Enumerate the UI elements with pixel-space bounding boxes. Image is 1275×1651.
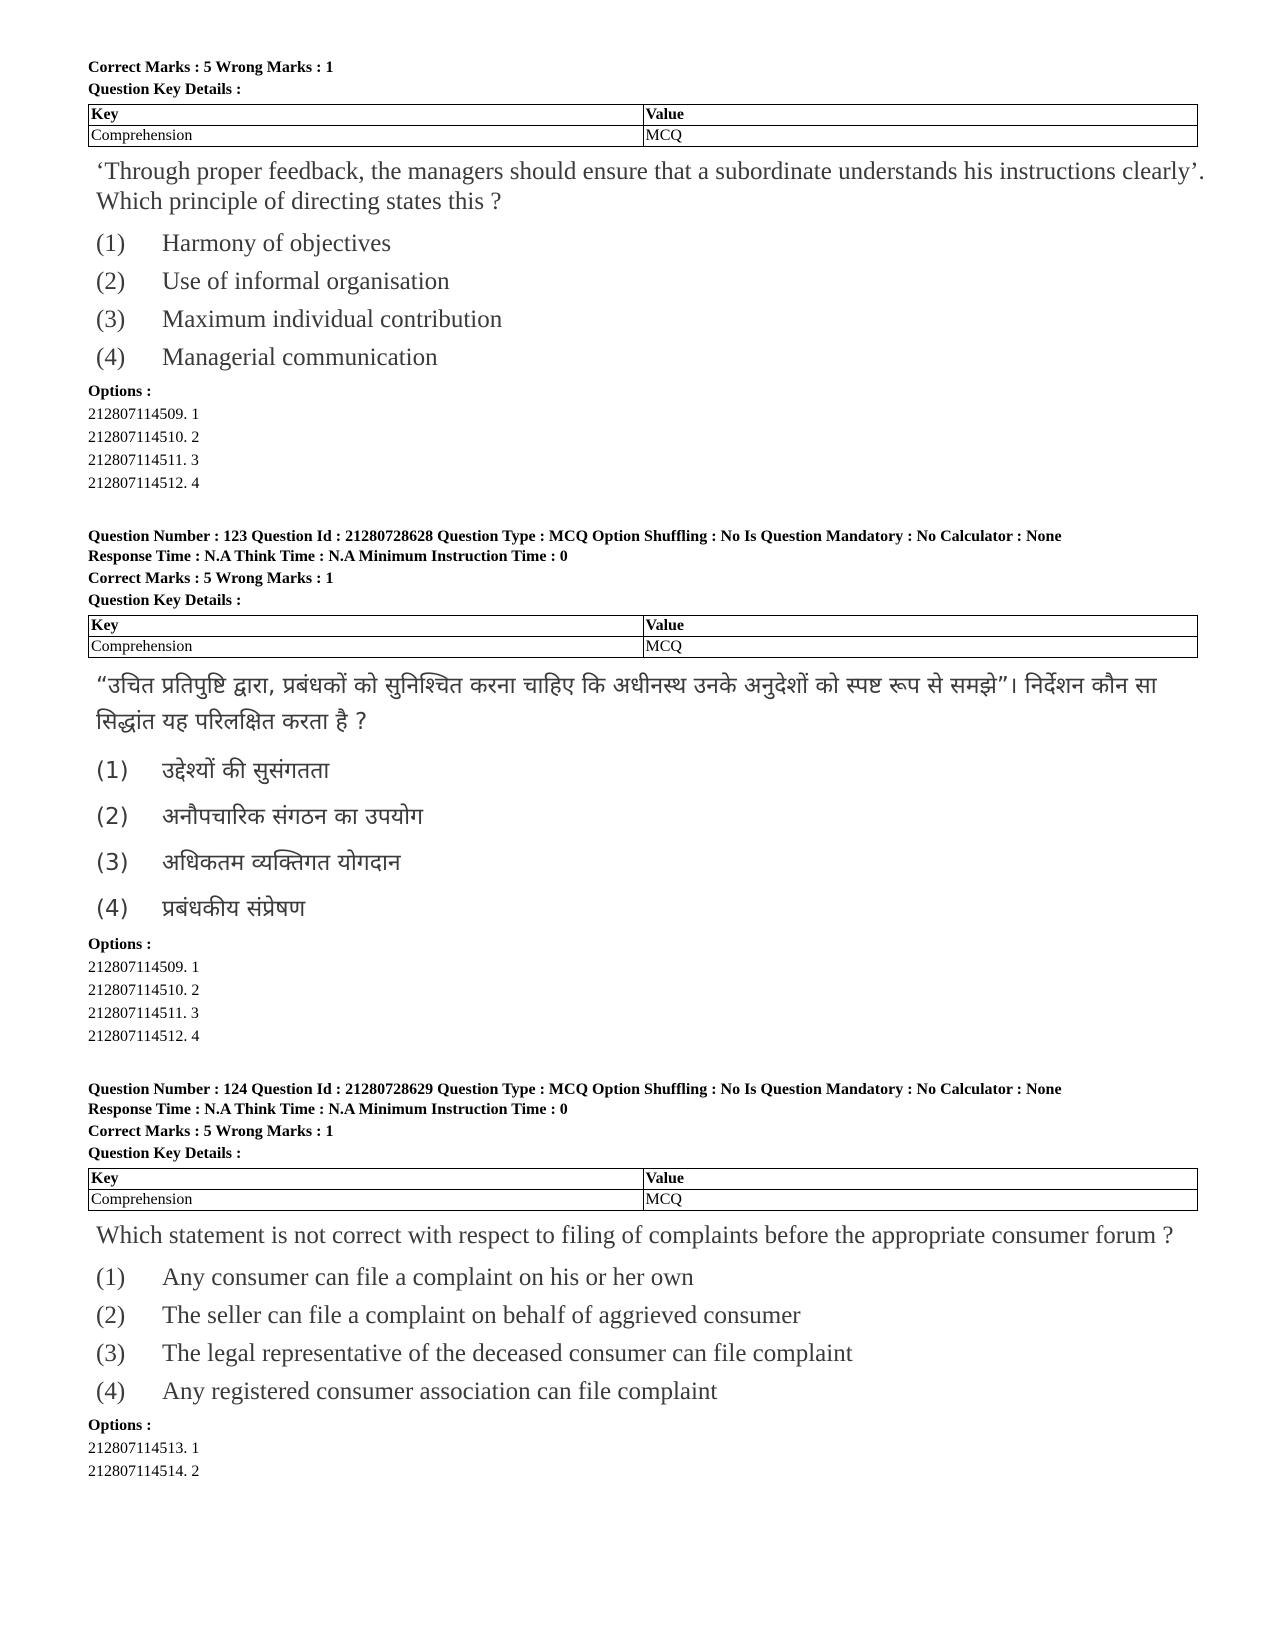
options-label: Options :	[88, 1417, 152, 1434]
table-row	[89, 126, 1198, 147]
choice-text: The legal representative of the deceased consumer can file complaint	[162, 1340, 853, 1367]
table-header-value: Value	[643, 105, 1198, 126]
question-header-line-1: Question Number : 124 Question Id : 21280728629 Question Type : MCQ Option Shuffling : No Is Question Mandatory : No Calculator : None	[88, 1081, 1062, 1098]
choice-number: (3)	[96, 1340, 126, 1367]
option-id: 212807114509. 1	[88, 959, 200, 976]
question-image	[96, 157, 1206, 377]
option-id: 212807114511. 3	[88, 452, 199, 469]
choice-text: Maximum individual contribution	[162, 306, 503, 333]
choice-number: (4)	[96, 1378, 126, 1405]
key-value-table	[88, 615, 1198, 658]
choice-number: (3)	[96, 306, 126, 333]
table-header-row	[89, 1169, 1198, 1190]
table-cell-value: MCQ	[643, 126, 1198, 147]
table-row	[89, 1190, 1198, 1211]
choice-number: (2)	[96, 804, 129, 830]
key-value-table	[88, 104, 1198, 147]
choice	[96, 1297, 1206, 1335]
choice-text: Use of informal organisation	[162, 268, 450, 295]
choice-number: (2)	[96, 1302, 126, 1329]
choice	[96, 1259, 1206, 1297]
table-row	[89, 637, 1198, 658]
table-cell-key: Comprehension	[89, 1190, 644, 1211]
choice-number: (1)	[96, 230, 126, 257]
question-text: “उचित प्रतिपुष्टि द्वारा, प्रबंधकों को सुनिश्चित करना चाहिए कि अधीनस्थ उनके अनुदेशों को स्पष्ट रूप से समझे”। निर्देशन कौन सा सिद्धांत यह परिलक्षित करता है ?	[96, 673, 1157, 735]
table-cell-key: Comprehension	[89, 126, 644, 147]
table-header-key: Key	[89, 105, 644, 126]
table-header-key: Key	[89, 616, 644, 637]
option-id: 212807114512. 4	[88, 1028, 200, 1045]
choice-text: उद्देश्यों की सुसंगतता	[162, 758, 330, 784]
marks-line: Correct Marks : 5 Wrong Marks : 1	[88, 59, 334, 76]
option-id: 212807114512. 4	[88, 475, 200, 492]
choice-number: (2)	[96, 268, 126, 295]
key-value-table	[88, 1168, 1198, 1211]
choice	[96, 886, 1206, 932]
question-header-line-1: Question Number : 123 Question Id : 21280728628 Question Type : MCQ Option Shuffling : No Is Question Mandatory : No Calculator : None	[88, 528, 1062, 545]
choice-text: Any consumer can file a complaint on his or her own	[162, 1264, 694, 1291]
table-cell-value: MCQ	[643, 637, 1198, 658]
options-label: Options :	[88, 936, 152, 953]
option-id: 212807114509. 1	[88, 406, 200, 423]
table-header-value: Value	[643, 1169, 1198, 1190]
key-details-label: Question Key Details :	[88, 1145, 242, 1162]
marks-line: Correct Marks : 5 Wrong Marks : 1	[88, 1123, 334, 1140]
choice	[96, 339, 1206, 377]
choice	[96, 225, 1206, 263]
choice-text: Managerial communication	[162, 344, 438, 371]
key-details-label: Question Key Details :	[88, 592, 242, 609]
option-id: 212807114513. 1	[88, 1440, 200, 1457]
table-cell-value: MCQ	[643, 1190, 1198, 1211]
choice-text: अधिकतम व्यक्तिगत योगदान	[162, 850, 401, 876]
table-cell-key: Comprehension	[89, 637, 644, 658]
options-label: Options :	[88, 383, 152, 400]
choice-number: (1)	[96, 758, 129, 784]
choice	[96, 840, 1206, 886]
key-details-label: Question Key Details :	[88, 81, 242, 98]
option-id: 212807114510. 2	[88, 429, 200, 446]
choice-text: The seller can file a complaint on behalf of aggrieved consumer	[162, 1302, 801, 1329]
choice	[96, 794, 1206, 840]
choice-text: Harmony of objectives	[162, 230, 392, 257]
question-header-line-2: Response Time : N.A Think Time : N.A Minimum Instruction Time : 0	[88, 548, 568, 565]
choice-text: प्रबंधकीय संप्रेषण	[162, 896, 306, 922]
choice-number: (3)	[96, 850, 129, 876]
table-header-row	[89, 616, 1198, 637]
question-text: Which statement is not correct with respect to filing of complaints before the appropriate consumer forum ?	[96, 1222, 1174, 1249]
choice	[96, 301, 1206, 339]
choice-number: (1)	[96, 1264, 126, 1291]
choice-text: अनौपचारिक संगठन का उपयोग	[162, 804, 424, 830]
table-header-row	[89, 105, 1198, 126]
option-id: 212807114514. 2	[88, 1463, 200, 1480]
choice	[96, 748, 1206, 794]
table-header-value: Value	[643, 616, 1198, 637]
choice-number: (4)	[96, 896, 129, 922]
choice-text: Any registered consumer association can file complaint	[162, 1378, 718, 1405]
question-image	[96, 1221, 1206, 1411]
option-id: 212807114511. 3	[88, 1005, 199, 1022]
marks-line: Correct Marks : 5 Wrong Marks : 1	[88, 570, 334, 587]
question-header-line-2: Response Time : N.A Think Time : N.A Minimum Instruction Time : 0	[88, 1101, 568, 1118]
option-id: 212807114510. 2	[88, 982, 200, 999]
question-image	[96, 668, 1206, 932]
choice	[96, 1373, 1206, 1411]
choice	[96, 1335, 1206, 1373]
choice	[96, 263, 1206, 301]
question-text: ‘Through proper feedback, the managers should ensure that a subordinate understands his instructions clearly’. Which principle of directing states this ?	[96, 158, 1205, 215]
table-header-key: Key	[89, 1169, 644, 1190]
choice-number: (4)	[96, 344, 126, 371]
